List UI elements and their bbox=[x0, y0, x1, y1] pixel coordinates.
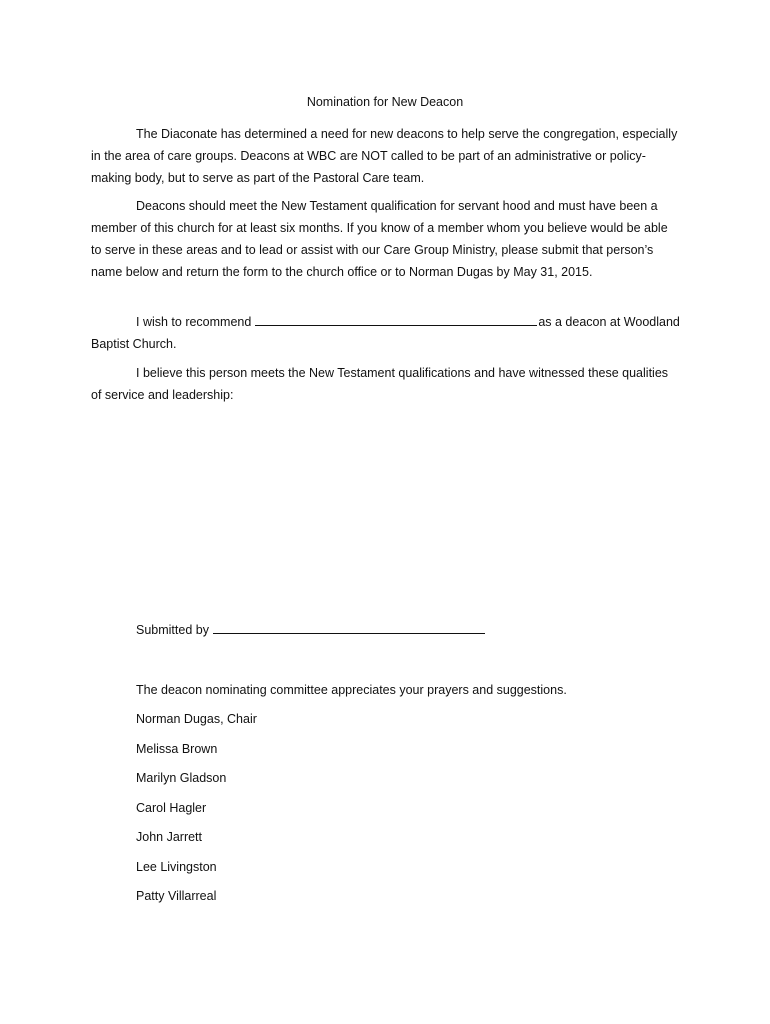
submitted-by-label: Submitted by bbox=[136, 623, 209, 637]
witness-paragraph: I believe this person meets the New Testament qualifications and have witnessed these qualities of service and leadership: bbox=[91, 366, 669, 402]
recommend-suffix: as a deacon at Woodland Baptist Church. bbox=[91, 315, 680, 351]
intro-paragraph: The Diaconate has determined a need for new deacons to help serve the congregation, especially in the area of care groups. Deacons at WBC are NOT called to be part of an administrative or policy-making body, but to serve as part of the Pastoral Care team. bbox=[91, 127, 678, 185]
qualification-paragraph: Deacons should meet the New Testament qualification for servant hood and must have been a member of this church for at least six months. If you know of a member whom you believe would be able to serve in these areas and to lead or assist with our Care Group Ministry, please submit that person’s name below and return the form to the church office or to Norman Dugas by May 31, 2015. bbox=[91, 199, 668, 279]
document-title: Nomination for New Deacon bbox=[306, 95, 464, 109]
committee-member: John Jarrett bbox=[136, 830, 203, 844]
committee-member: Lee Livingston bbox=[136, 859, 217, 874]
committee-member: Patty Villarreal bbox=[136, 889, 217, 903]
closing-statement: The deacon nominating committee appreciates your prayers and suggestions. bbox=[136, 683, 567, 697]
committee-member: Norman Dugas, Chair bbox=[136, 712, 257, 726]
nominee-name-field[interactable] bbox=[255, 313, 537, 326]
committee-member: Marilyn Gladson bbox=[136, 771, 227, 785]
recommend-prefix: I wish to recommend bbox=[136, 315, 252, 329]
committee-member: Melissa Brown bbox=[136, 741, 218, 756]
recommend-paragraph bbox=[91, 311, 681, 355]
committee-member: Carol Hagler bbox=[136, 800, 207, 815]
submitted-by-field[interactable] bbox=[213, 621, 485, 634]
submitted-by-row bbox=[136, 619, 485, 641]
committee-list bbox=[136, 708, 257, 915]
